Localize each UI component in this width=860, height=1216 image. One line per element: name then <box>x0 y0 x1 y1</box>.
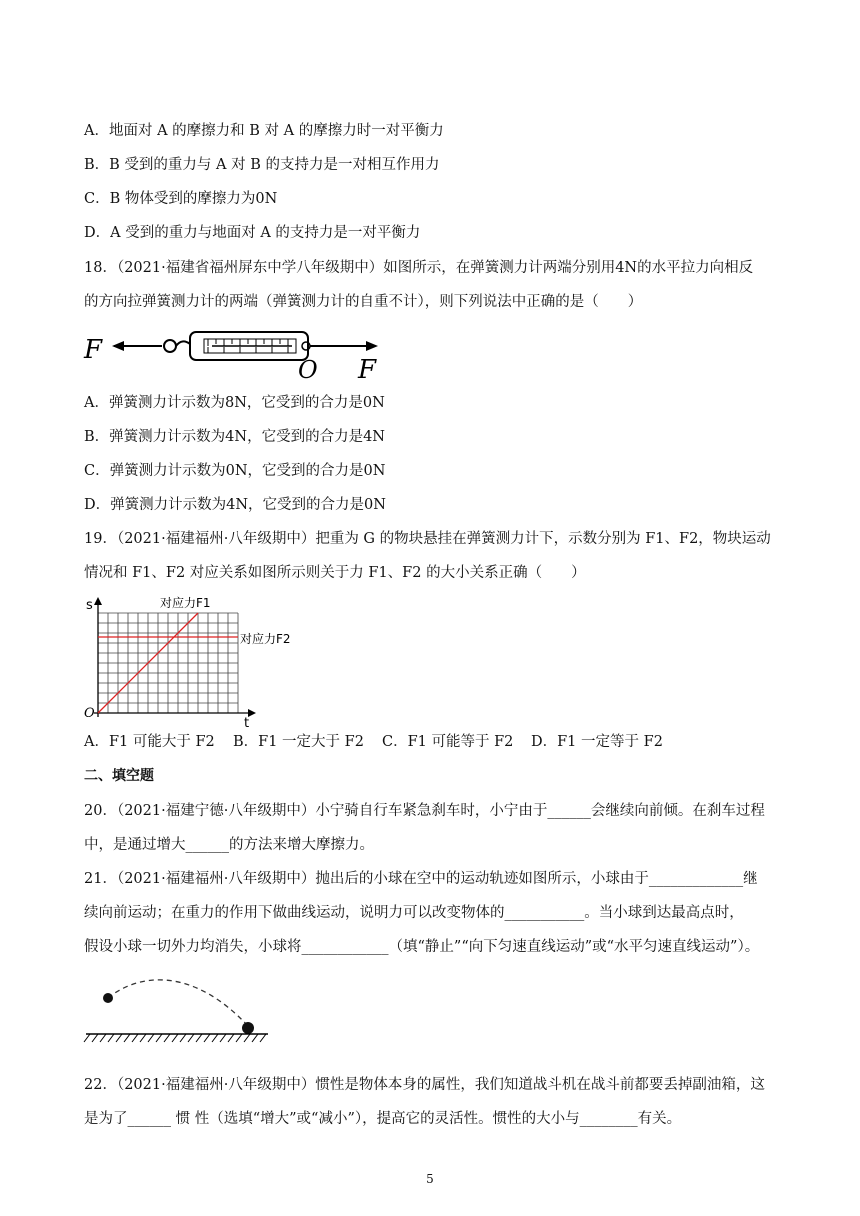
s-t-graph <box>84 593 314 729</box>
q21-line1: 21．（2021·福建福州·八年级期中）抛出后的小球在空中的运动轨迹如图所示，小球由于_____________继 <box>84 871 758 887</box>
q18-option-b: B．弹簧测力计示数为4N，它受到的合力是4N <box>84 429 385 445</box>
force-left-label: F <box>84 335 103 365</box>
page-number: 5 <box>426 1172 434 1186</box>
q20-line2: 中，是通过增大______的方法来增大摩擦力。 <box>84 837 374 853</box>
origin-o-label: O <box>298 356 318 384</box>
force-right-label: F <box>358 355 377 385</box>
section-title: 二、填空题 <box>84 768 154 784</box>
spring-balance-figure <box>84 322 384 385</box>
q19-stem-line1: 19．（2021·福建福州·八年级期中）把重为 G 的物块悬挂在弹簧测力计下，示数分别为 F1、F2，物块运动 <box>84 531 771 547</box>
origin-label: O <box>84 706 95 721</box>
q20-line1: 20．（2021·福建宁德·八年级期中）小宁骑自行车紧急刹车时，小宁由于______会继续向前倾。在刹车过程 <box>84 803 765 819</box>
q21-line2: 续向前运动；在重力的作用下做曲线运动，说明力可以改变物体的___________。当小球到达最高点时， <box>84 905 744 921</box>
label-f1: 对应力F1 <box>160 596 211 610</box>
q18-option-c: C．弹簧测力计示数为0N，它受到的合力是0N <box>84 463 386 479</box>
q17-option-a: A．地面对 A 的摩擦力和 B 对 A 的摩擦力时一对平衡力 <box>84 123 444 139</box>
q18-option-d: D．弹簧测力计示数为4N，它受到的合力是0N <box>84 497 386 513</box>
q22-line2: 是为了______ 惯 性（选填“增大”或“减小”），提高它的灵活性。惯性的大小与________有关。 <box>84 1111 682 1127</box>
q19-option-a: A．F1 可能大于 F2 <box>84 734 215 750</box>
graph-grid <box>98 613 238 713</box>
label-f2: 对应力F2 <box>240 632 291 646</box>
y-axis-label: s <box>86 598 93 613</box>
q18-option-a: A．弹簧测力计示数为8N，它受到的合力是0N <box>84 395 385 411</box>
q22-line1: 22．（2021·福建福州·八年级期中）惯性是物体本身的属性，我们知道战斗机在战斗前都要丢掉副油箱，这 <box>84 1077 765 1093</box>
q21-line3: 假设小球一切外力均消失，小球将____________（填“静止”“向下匀速直线运动”或“水平匀速直线运动”）。 <box>84 939 760 955</box>
q17-option-d: D．A 受到的重力与地面对 A 的支持力是一对平衡力 <box>84 225 421 241</box>
q19-option-d: D．F1 一定等于 F2 <box>531 734 663 750</box>
q19-stem-line2: 情况和 F1、F2 对应关系如图所示则关于力 F1、F2 的大小关系正确（ ） <box>84 565 586 581</box>
q19-option-b: B．F1 一定大于 F2 <box>233 734 364 750</box>
x-axis-label: t <box>244 716 250 731</box>
q17-option-b: B．B 受到的重力与 A 对 B 的支持力是一对相互作用力 <box>84 157 440 173</box>
q18-stem-line1: 18．（2021·福建省福州屏东中学八年级期中）如图所示，在弹簧测力计两端分别用4N的水平拉力向相反 <box>84 260 754 276</box>
q19-option-c: C．F1 可能等于 F2 <box>382 734 514 750</box>
ball-trajectory-figure <box>84 978 270 1048</box>
q17-option-c: C．B 物体受到的摩擦力为0N <box>84 191 278 207</box>
q18-stem-line2: 的方向拉弹簧测力计的两端（弹簧测力计的自重不计），则下列说法中正确的是（ ） <box>84 294 643 310</box>
